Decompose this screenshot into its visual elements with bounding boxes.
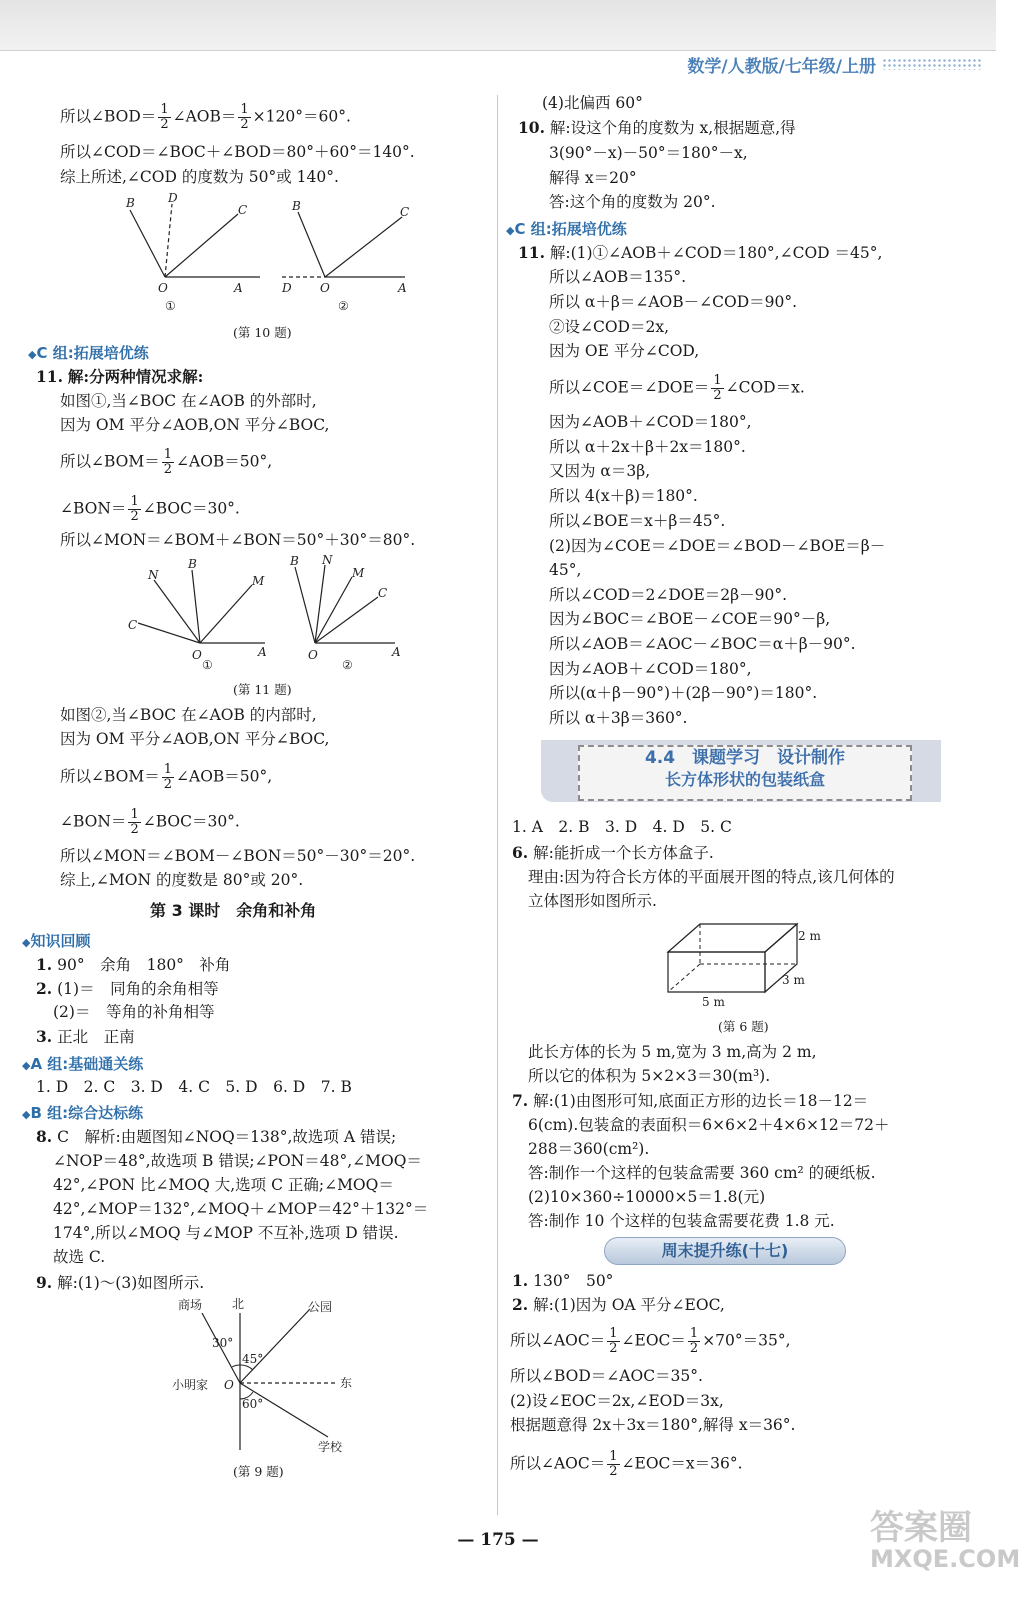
q11-right-line: 所以∠COD＝2∠DOE＝2β－90°. bbox=[549, 586, 788, 604]
svg-text:C: C bbox=[378, 586, 388, 600]
weekly-2-line: 所以∠AOC＝ $\frac{1}{2}$ ∠EOC＝ $\frac{1}{2}$ ×70°＝35°, bbox=[510, 1326, 791, 1356]
q11-right-line: 又因为 α＝3β, bbox=[549, 462, 651, 480]
q11-left-line: 所以∠MON＝∠BOM＋∠BON＝50°＋30°＝80°. bbox=[60, 531, 416, 549]
q11-right-line: 所以∠BOE＝x＋β＝45°. bbox=[549, 512, 726, 530]
q11-left-line: 所以∠BOM＝ $\frac{1}{2}$ ∠AOB＝50°, bbox=[60, 447, 273, 477]
fraction: $\frac{1}{2}$ bbox=[240, 102, 249, 132]
header-band bbox=[0, 0, 996, 51]
q7-line: 7. 解:(1)由图形可知,底面正方形的边长＝18－12＝ bbox=[512, 1091, 869, 1110]
q6-line: 此长方体的长为 5 m,宽为 3 m,高为 2 m, bbox=[528, 1043, 817, 1061]
q11-right-line: 因为∠BOC＝∠BOE－∠COE＝90°－β, bbox=[549, 610, 831, 628]
svg-text:D: D bbox=[168, 191, 178, 205]
fig6-width-label: 3 m bbox=[782, 973, 805, 987]
figure-11-caption: (第 11 题) bbox=[233, 682, 292, 697]
svg-text:O: O bbox=[224, 1378, 234, 1392]
q10-line: 10. 解:设这个角的度数为 x,根据题意,得 bbox=[518, 118, 796, 137]
svg-text:B: B bbox=[188, 557, 197, 571]
svg-text:B: B bbox=[126, 196, 135, 210]
q6-line: 6. 解:能折成一个长方体盒子. bbox=[512, 843, 714, 862]
column-divider bbox=[497, 95, 498, 1515]
q6-line: 所以它的体积为 5×2×3＝30(m³). bbox=[528, 1067, 771, 1085]
left-line-2: 所以∠COD＝∠BOC＋∠BOD＝80°＋60°＝140°. bbox=[60, 143, 415, 161]
svg-text:A: A bbox=[392, 645, 401, 659]
fig6-height-label: 2 m bbox=[798, 929, 821, 943]
q11-right-line: 所以 α＋2x＋β＋2x＝180°. bbox=[549, 438, 746, 456]
svg-text:A: A bbox=[234, 281, 243, 295]
svg-text:②: ② bbox=[342, 658, 353, 672]
section-review: ◆知识回顾 bbox=[22, 932, 91, 950]
section-banner-subtitle: 长方体形状的包装纸盒 bbox=[664, 770, 825, 789]
fraction: $\frac{1}{2}$ bbox=[130, 807, 139, 837]
q7-line: 答:制作一个这样的包装盒需要 360 cm² 的硬纸板. bbox=[528, 1164, 876, 1182]
figure-6-caption: (第 6 题) bbox=[718, 1019, 769, 1034]
svg-text:C: C bbox=[400, 205, 410, 219]
q11-right-line: 所以 α＋3β＝360°. bbox=[549, 709, 688, 727]
review-3: 3. 正北 正南 bbox=[36, 1027, 135, 1046]
watermark-url: MXQE.COM bbox=[870, 1545, 1020, 1573]
q7-line: 288＝360(cm²). bbox=[528, 1140, 650, 1158]
q11-left-line: 综上,∠MON 的度数是 80°或 20°. bbox=[60, 871, 304, 889]
figure-6-box bbox=[660, 912, 821, 1012]
svg-text:B: B bbox=[290, 554, 299, 568]
fig9-north-label: 北 bbox=[232, 1297, 245, 1311]
q11-right-line: 因为∠AOB＋∠COD＝180°, bbox=[549, 660, 752, 678]
q8-line: 42°,∠PON 比∠MOQ 大,选项 C 正确;∠MOQ＝ bbox=[53, 1176, 394, 1194]
figure-10 bbox=[110, 192, 430, 322]
lesson-title: 第 3 课时 余角和补角 bbox=[150, 901, 317, 920]
header-dots bbox=[882, 58, 982, 70]
a-answers: 1. D 2. C 3. D 4. C 5. D 6. D 7. B bbox=[36, 1078, 352, 1096]
svg-text:A: A bbox=[398, 281, 407, 295]
watermark-logo: 答案圈 bbox=[870, 1508, 972, 1548]
section-c-right: ◆C 组:拓展培优练 bbox=[506, 220, 627, 238]
fig9-angle-45: 45° bbox=[242, 1352, 264, 1366]
q7-line: (2)10×360÷10000×5＝1.8(元) bbox=[528, 1188, 766, 1206]
figure-10-caption: (第 10 题) bbox=[233, 325, 292, 340]
right-line-0: (4)北偏西 60° bbox=[542, 94, 643, 112]
q7-line: 答:制作 10 个这样的包装盒需要花费 1.8 元. bbox=[528, 1212, 835, 1230]
section-c-left: ◆C 组:拓展培优练 bbox=[28, 344, 149, 362]
fraction: $\frac{1}{2}$ bbox=[130, 494, 139, 524]
q11-left-line: 因为 OM 平分∠AOB,ON 平分∠BOC, bbox=[60, 416, 330, 434]
section-a: ◆A 组:基础通关练 bbox=[22, 1055, 144, 1073]
q11-right-line: (2)因为∠COE＝∠DOE＝∠BOD－∠BOE＝β－ bbox=[549, 537, 886, 555]
fig9-east-label: 东 bbox=[340, 1376, 353, 1390]
figure-11-2 bbox=[289, 553, 401, 672]
svg-text:D: D bbox=[282, 281, 292, 295]
weekly-2-line: 所以∠BOD＝∠AOC＝35°. bbox=[510, 1367, 703, 1385]
svg-text:C: C bbox=[128, 618, 138, 632]
q8-line: 8. C 解析:由题图知∠NOQ＝138°,故选项 A 错误; bbox=[36, 1127, 397, 1146]
review-1: 1. 90° 余角 180° 补角 bbox=[36, 955, 231, 974]
svg-text:①: ① bbox=[165, 299, 176, 313]
svg-text:N: N bbox=[322, 553, 333, 567]
svg-text:O: O bbox=[308, 648, 318, 662]
section-banner-title: 4.4 课题学习 设计制作 bbox=[644, 748, 846, 768]
svg-text:②: ② bbox=[338, 299, 349, 313]
q10-line: 答:这个角的度数为 20°. bbox=[549, 193, 716, 211]
left-line-1: 所以∠BOD＝ $\frac{1}{2}$ ∠AOB＝ $\frac{1}{2}$ ×120°＝60°. bbox=[60, 102, 351, 132]
svg-text:M: M bbox=[252, 574, 265, 588]
q11-left-line: 如图①,当∠BOC 在∠AOB 的外部时, bbox=[60, 392, 317, 410]
q11-right-line: 因为∠AOB＋∠COD＝180°, bbox=[549, 413, 752, 431]
q7-line: 6(cm).包装盒的表面积＝6×6×2＋4×6×12＝72＋ bbox=[528, 1116, 890, 1134]
fraction: $\frac{1}{2}$ bbox=[713, 373, 722, 403]
q10-line: 3(90°－x)－50°＝180°－x, bbox=[549, 144, 748, 162]
q11-right-line: 所以∠AOB＝135°. bbox=[549, 268, 687, 286]
svg-text:M: M bbox=[352, 566, 365, 580]
q11-right-line: 所以(α＋β－90°)＋(2β－90°)＝180°. bbox=[549, 684, 818, 702]
q11-right-line: 因为 OE 平分∠COD, bbox=[549, 342, 700, 360]
weekly-2-line: 根据题意得 2x＋3x＝180°,解得 x＝36°. bbox=[510, 1416, 796, 1434]
q11-right-line: ②设∠COD＝2x, bbox=[549, 318, 670, 336]
figure-10-2 bbox=[281, 199, 409, 313]
q11-left-line: ∠BON＝ $\frac{1}{2}$ ∠BOC＝30°. bbox=[60, 494, 240, 524]
q11-left-line: 因为 OM 平分∠AOB,ON 平分∠BOC, bbox=[60, 730, 330, 748]
review-2b: (2)＝ 等角的补角相等 bbox=[53, 1003, 215, 1021]
fig9-school-label: 学校 bbox=[318, 1440, 343, 1454]
svg-text:C: C bbox=[238, 203, 248, 217]
left-line-3: 综上所述,∠COD 的度数为 50°或 140°. bbox=[60, 168, 339, 186]
header-title: 数学/人教版/七年级/上册 bbox=[687, 57, 876, 77]
fig9-store-label: 商场 bbox=[178, 1298, 203, 1312]
q11-left-line: ∠BON＝ $\frac{1}{2}$ ∠BOC＝30°. bbox=[60, 807, 240, 837]
q6-line: 理由:因为符合长方体的平面展开图的特点,该几何体的 bbox=[528, 868, 895, 886]
svg-text:O: O bbox=[320, 281, 330, 295]
q11-right-line: 45°, bbox=[549, 561, 582, 579]
q11-left-head: 11. 解:分两种情况求解: bbox=[36, 367, 204, 386]
svg-text:A: A bbox=[258, 645, 267, 659]
fig6-length-label: 5 m bbox=[702, 995, 725, 1009]
q10-line: 解得 x＝20° bbox=[549, 169, 637, 187]
q11-right-line: 11. 解:(1)①∠AOB＋∠COD＝180°,∠COD ＝45°, bbox=[518, 243, 883, 262]
q11-right-line: 所以 α＋β＝∠AOB－∠COD＝90°. bbox=[549, 293, 798, 311]
q6-line: 立体图形如图所示. bbox=[528, 892, 657, 910]
review-2a: 2. (1)＝ 同角的余角相等 bbox=[36, 979, 219, 998]
weekly-2: 2. 解:(1)因为 OA 平分∠EOC, bbox=[512, 1295, 725, 1314]
section-b: ◆B 组:综合达标练 bbox=[22, 1104, 144, 1122]
fraction: $\frac{1}{2}$ bbox=[609, 1326, 618, 1356]
svg-text:O: O bbox=[192, 648, 202, 662]
q11-right-line: 所以 4(x＋β)＝180°. bbox=[549, 487, 698, 505]
q8-line: 故选 C. bbox=[53, 1248, 106, 1266]
svg-text:O: O bbox=[158, 281, 168, 295]
fig9-angle-30: 30° bbox=[212, 1336, 234, 1350]
q11-right-line: 所以∠COE＝∠DOE＝ $\frac{1}{2}$ ∠COD＝x. bbox=[549, 373, 805, 403]
fig9-angle-60: 60° bbox=[242, 1397, 264, 1411]
svg-text:B: B bbox=[292, 199, 301, 213]
fraction: $\frac{1}{2}$ bbox=[160, 102, 169, 132]
figure-9-caption: (第 9 题) bbox=[233, 1464, 284, 1479]
fig9-park-label: 公园 bbox=[308, 1300, 333, 1314]
figure-11 bbox=[120, 555, 420, 675]
page-number: — 175 — bbox=[457, 1530, 539, 1550]
q11-left-line: 所以∠BOM＝ $\frac{1}{2}$ ∠AOB＝50°, bbox=[60, 762, 273, 792]
figure-11-1 bbox=[128, 557, 267, 672]
fraction: $\frac{1}{2}$ bbox=[609, 1449, 618, 1479]
weekly-2-line: 所以∠AOC＝ $\frac{1}{2}$ ∠EOC＝x＝36°. bbox=[510, 1449, 743, 1479]
fig9-home-label: 小明家 bbox=[172, 1378, 209, 1392]
weekly-practice-banner: 周末提升练(十七) bbox=[604, 1237, 846, 1265]
q8-line: ∠NOP＝48°,故选项 B 错误;∠PON＝48°,∠MOQ＝ bbox=[53, 1152, 422, 1170]
q8-line: 42°,∠MOP＝132°,∠MOQ＋∠MOP＝42°＋132°＝ bbox=[53, 1200, 429, 1218]
q11-left-line: 如图②,当∠BOC 在∠AOB 的内部时, bbox=[60, 706, 317, 724]
weekly-2-line: (2)设∠EOC＝2x,∠EOD＝3x, bbox=[510, 1392, 724, 1410]
fraction: $\frac{1}{2}$ bbox=[163, 762, 173, 792]
figure-10-1 bbox=[125, 191, 260, 313]
q11-right-line: 所以∠AOB＝∠AOC－∠BOC＝α＋β－90°. bbox=[549, 635, 856, 653]
svg-text:①: ① bbox=[202, 658, 213, 672]
weekly-1: 1. 130° 50° bbox=[512, 1271, 614, 1290]
svg-text:N: N bbox=[148, 568, 159, 582]
answers-1-5: 1. A 2. B 3. D 4. D 5. C bbox=[512, 818, 732, 836]
fraction: $\frac{1}{2}$ bbox=[163, 447, 173, 477]
fraction: $\frac{1}{2}$ bbox=[689, 1326, 699, 1356]
q9-line: 9. 解:(1)～(3)如图所示. bbox=[36, 1273, 205, 1292]
q11-left-line: 所以∠MON＝∠BOM－∠BON＝50°－30°＝20°. bbox=[60, 847, 416, 865]
q8-line: 174°,所以∠MOQ 与∠MOP 不互补,选项 D 错误. bbox=[53, 1224, 399, 1242]
figure-9 bbox=[160, 1295, 360, 1465]
